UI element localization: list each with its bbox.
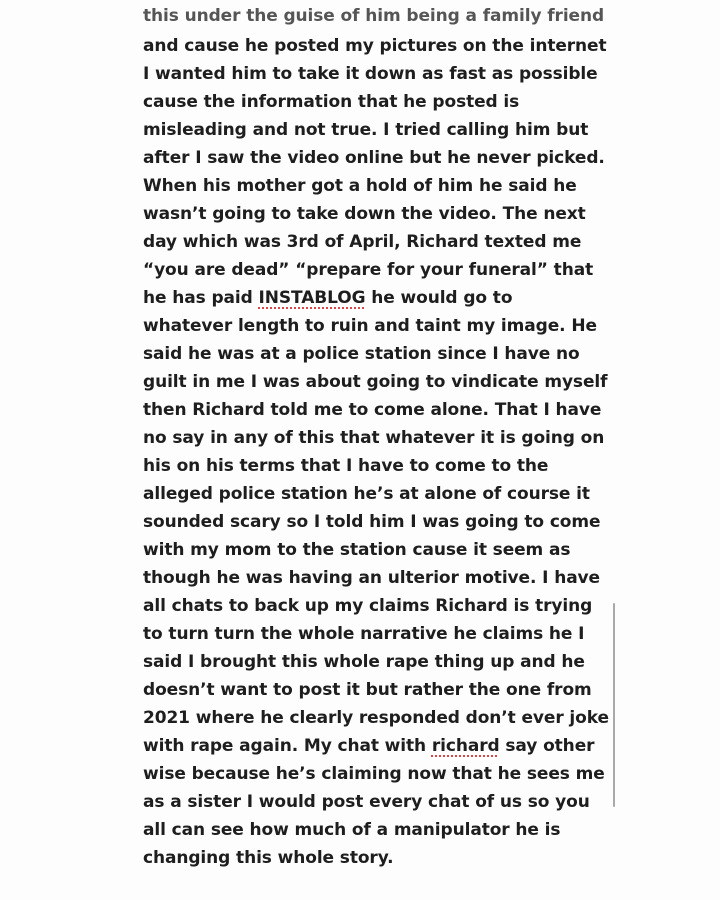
text-line-30: changing this whole story. — [143, 848, 394, 868]
text-line-23: said I brought this whole rape thing up and he — [143, 652, 585, 672]
text-line-25: 2021 where he clearly responded don’t ever joke — [143, 708, 609, 728]
text-segment: he would go to — [365, 288, 513, 308]
text-line-6: When his mother got a hold of him he said he — [143, 176, 577, 196]
text-line-28: as a sister I would post every chat of us so you — [143, 792, 590, 812]
text-line-8: day which was 3rd of April, Richard texted me — [143, 232, 582, 252]
text-line-22: to turn turn the whole narrative he claims he I — [143, 624, 585, 644]
text-line-3: cause the information that he posted is — [143, 92, 520, 112]
text-line-11: whatever length to ruin and taint my image. He — [143, 316, 597, 336]
text-line-4: misleading and not true. I tried calling him but — [143, 120, 589, 140]
text-line-20: though he was having an ulterior motive. I have — [143, 568, 600, 588]
text-line-7: wasn’t going to take down the video. The next — [143, 204, 586, 224]
text-segment: with rape again. My chat with — [143, 736, 432, 756]
text-line-12: said he was at a police station since I have no — [143, 344, 580, 364]
text-line-10 — [143, 288, 512, 308]
text-line-13: guilt in me I was about going to vindicate myself — [143, 372, 608, 392]
text-line-1: and cause he posted my pictures on the internet — [143, 36, 607, 56]
text-line-19: with my mom to the station cause it seem as — [143, 540, 571, 560]
text-segment: say other — [499, 736, 595, 756]
text-line-5: after I saw the video online but he never picked. — [143, 148, 605, 168]
text-line-27: wise because he’s claiming now that he sees me — [143, 764, 605, 784]
text-line-26 — [143, 736, 594, 756]
text-line-29: all can see how much of a manipulator he is — [143, 820, 561, 840]
text-line-21: all chats to back up my claims Richard is trying — [143, 596, 593, 616]
text-segment: he has paid — [143, 288, 259, 308]
text-line-18: sounded scary so I told him I was going to come — [143, 512, 601, 532]
text-line-16: his on his terms that I have to come to the — [143, 456, 549, 476]
text-line-2: I wanted him to take it down as fast as possible — [143, 64, 598, 84]
text-line-15: no say in any of this that whatever it is going on — [143, 428, 605, 448]
text-line-14: then Richard told me to come alone. That I have — [143, 400, 602, 420]
spellcheck-flagged-word[interactable]: INSTABLOG — [258, 288, 366, 308]
spellcheck-flagged-word[interactable]: richard — [431, 736, 500, 756]
text-line-24: doesn’t want to post it but rather the one from — [143, 680, 592, 700]
text-line-17: alleged police station he’s at alone of course it — [143, 484, 590, 504]
vertical-scrollbar[interactable] — [613, 603, 615, 807]
cut-off-text-line: this under the guise of him being a family friend — [143, 6, 605, 26]
text-line-9: “you are dead” “prepare for your funeral” that — [143, 260, 594, 280]
